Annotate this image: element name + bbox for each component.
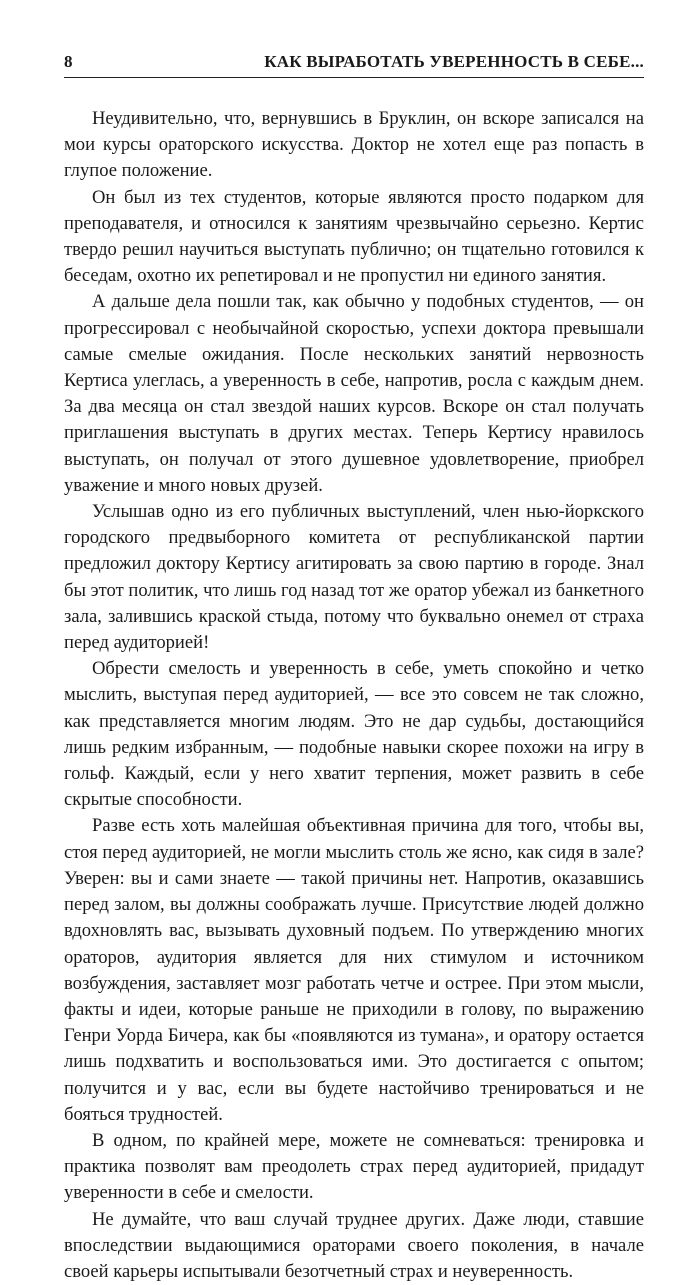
paragraph: В одном, по крайней мере, можете не сомневаться: тренировка и практика позволят вам преодолеть страх перед аудиторией, придадут уверенности в себе и смелости. xyxy=(64,1129,644,1204)
page-number: 8 xyxy=(64,52,73,71)
paragraph: А дальше дела пошли так, как обычно у подобных студентов, — он прогрессировал с необычайной скоростью, успехи доктора превышали самые смелые ожидания. После нескольких занятий нервозность Кертиса улеглась, а уверенность в себе, напротив, росла с каждым днем. За два месяца он стал звездой наших курсов. Вскоре он стал получать приглашения выступать в других местах. Теперь Кертису нравилось выступать, он получал от этого душевное удовлетворение, приобрел уважение и много новых друзей. xyxy=(64,291,644,496)
paragraph: Не думайте, что ваш случай труднее других. Даже люди, ставшие впоследствии выдающимися ораторами своего поколения, в начале своей карьеры испытывали безотчетный страх и неуверенность. xyxy=(64,1208,644,1282)
paragraph: Услышав одно из его публичных выступлений, член нью-йоркского городского предвыборного комитета от республиканской партии предложил доктору Кертису агитировать за свою партию в городе. Знал бы этот политик, что лишь год назад тот же оратор убежал из банкетного зала, залившись краской стыда, потому что буквально онемел от страха перед аудиторией! xyxy=(64,501,644,654)
running-title: КАК ВЫРАБОТАТЬ УВЕРЕННОСТЬ В СЕБЕ... xyxy=(264,52,644,71)
paragraph: Он был из тех студентов, которые являются просто подарком для преподавателя, и относился к занятиям чрезвычайно серьезно. Кертис твердо решил научиться выступать публично; он тщательно готовился к беседам, охотно их репетировал и не пропустил ни единого занятия. xyxy=(64,186,644,287)
running-header xyxy=(64,52,644,78)
body-text xyxy=(64,106,644,1285)
paragraph: Разве есть хоть малейшая объективная причина для того, чтобы вы, стоя перед аудиторией, не могли мыслить столь же ясно, как сидя в зале? Уверен: вы и сами знаете — такой причины нет. Напротив, оказавшись перед залом, вы должны соображать лучше. Присутствие людей должно вдохновлять вас, вызывать духовный подъем. По утверждению многих ораторов, аудитория является для них стимулом и источником возбуждения, заставляет мозг работать четче и острее. При этом мысли, факты и идеи, которые раньше не приходили в голову, по выражению Генри Уорда Бичера, как бы «появляются из тумана», и оратору остается лишь подхватить и воспользоваться ими. Это достигается с опытом; получится и у вас, если вы будете настойчиво тренироваться и не бояться трудностей. xyxy=(64,815,644,1125)
paragraph: Обрести смелость и уверенность в себе, уметь спокойно и четко мыслить, выступая перед аудиторией, — все это совсем не так сложно, как представляется многим людям. Это не дар судьбы, достающийся лишь редким избранным, — подобные навыки скорее похожи на игру в гольф. Каждый, если у него хватит терпения, может развить в себе скрытые способности. xyxy=(64,658,644,811)
book-page xyxy=(64,52,644,1285)
paragraph: Неудивительно, что, вернувшись в Бруклин, он вскоре записался на мои курсы ораторского искусства. Доктор не хотел еще раз попасть в глупое положение. xyxy=(64,108,644,182)
